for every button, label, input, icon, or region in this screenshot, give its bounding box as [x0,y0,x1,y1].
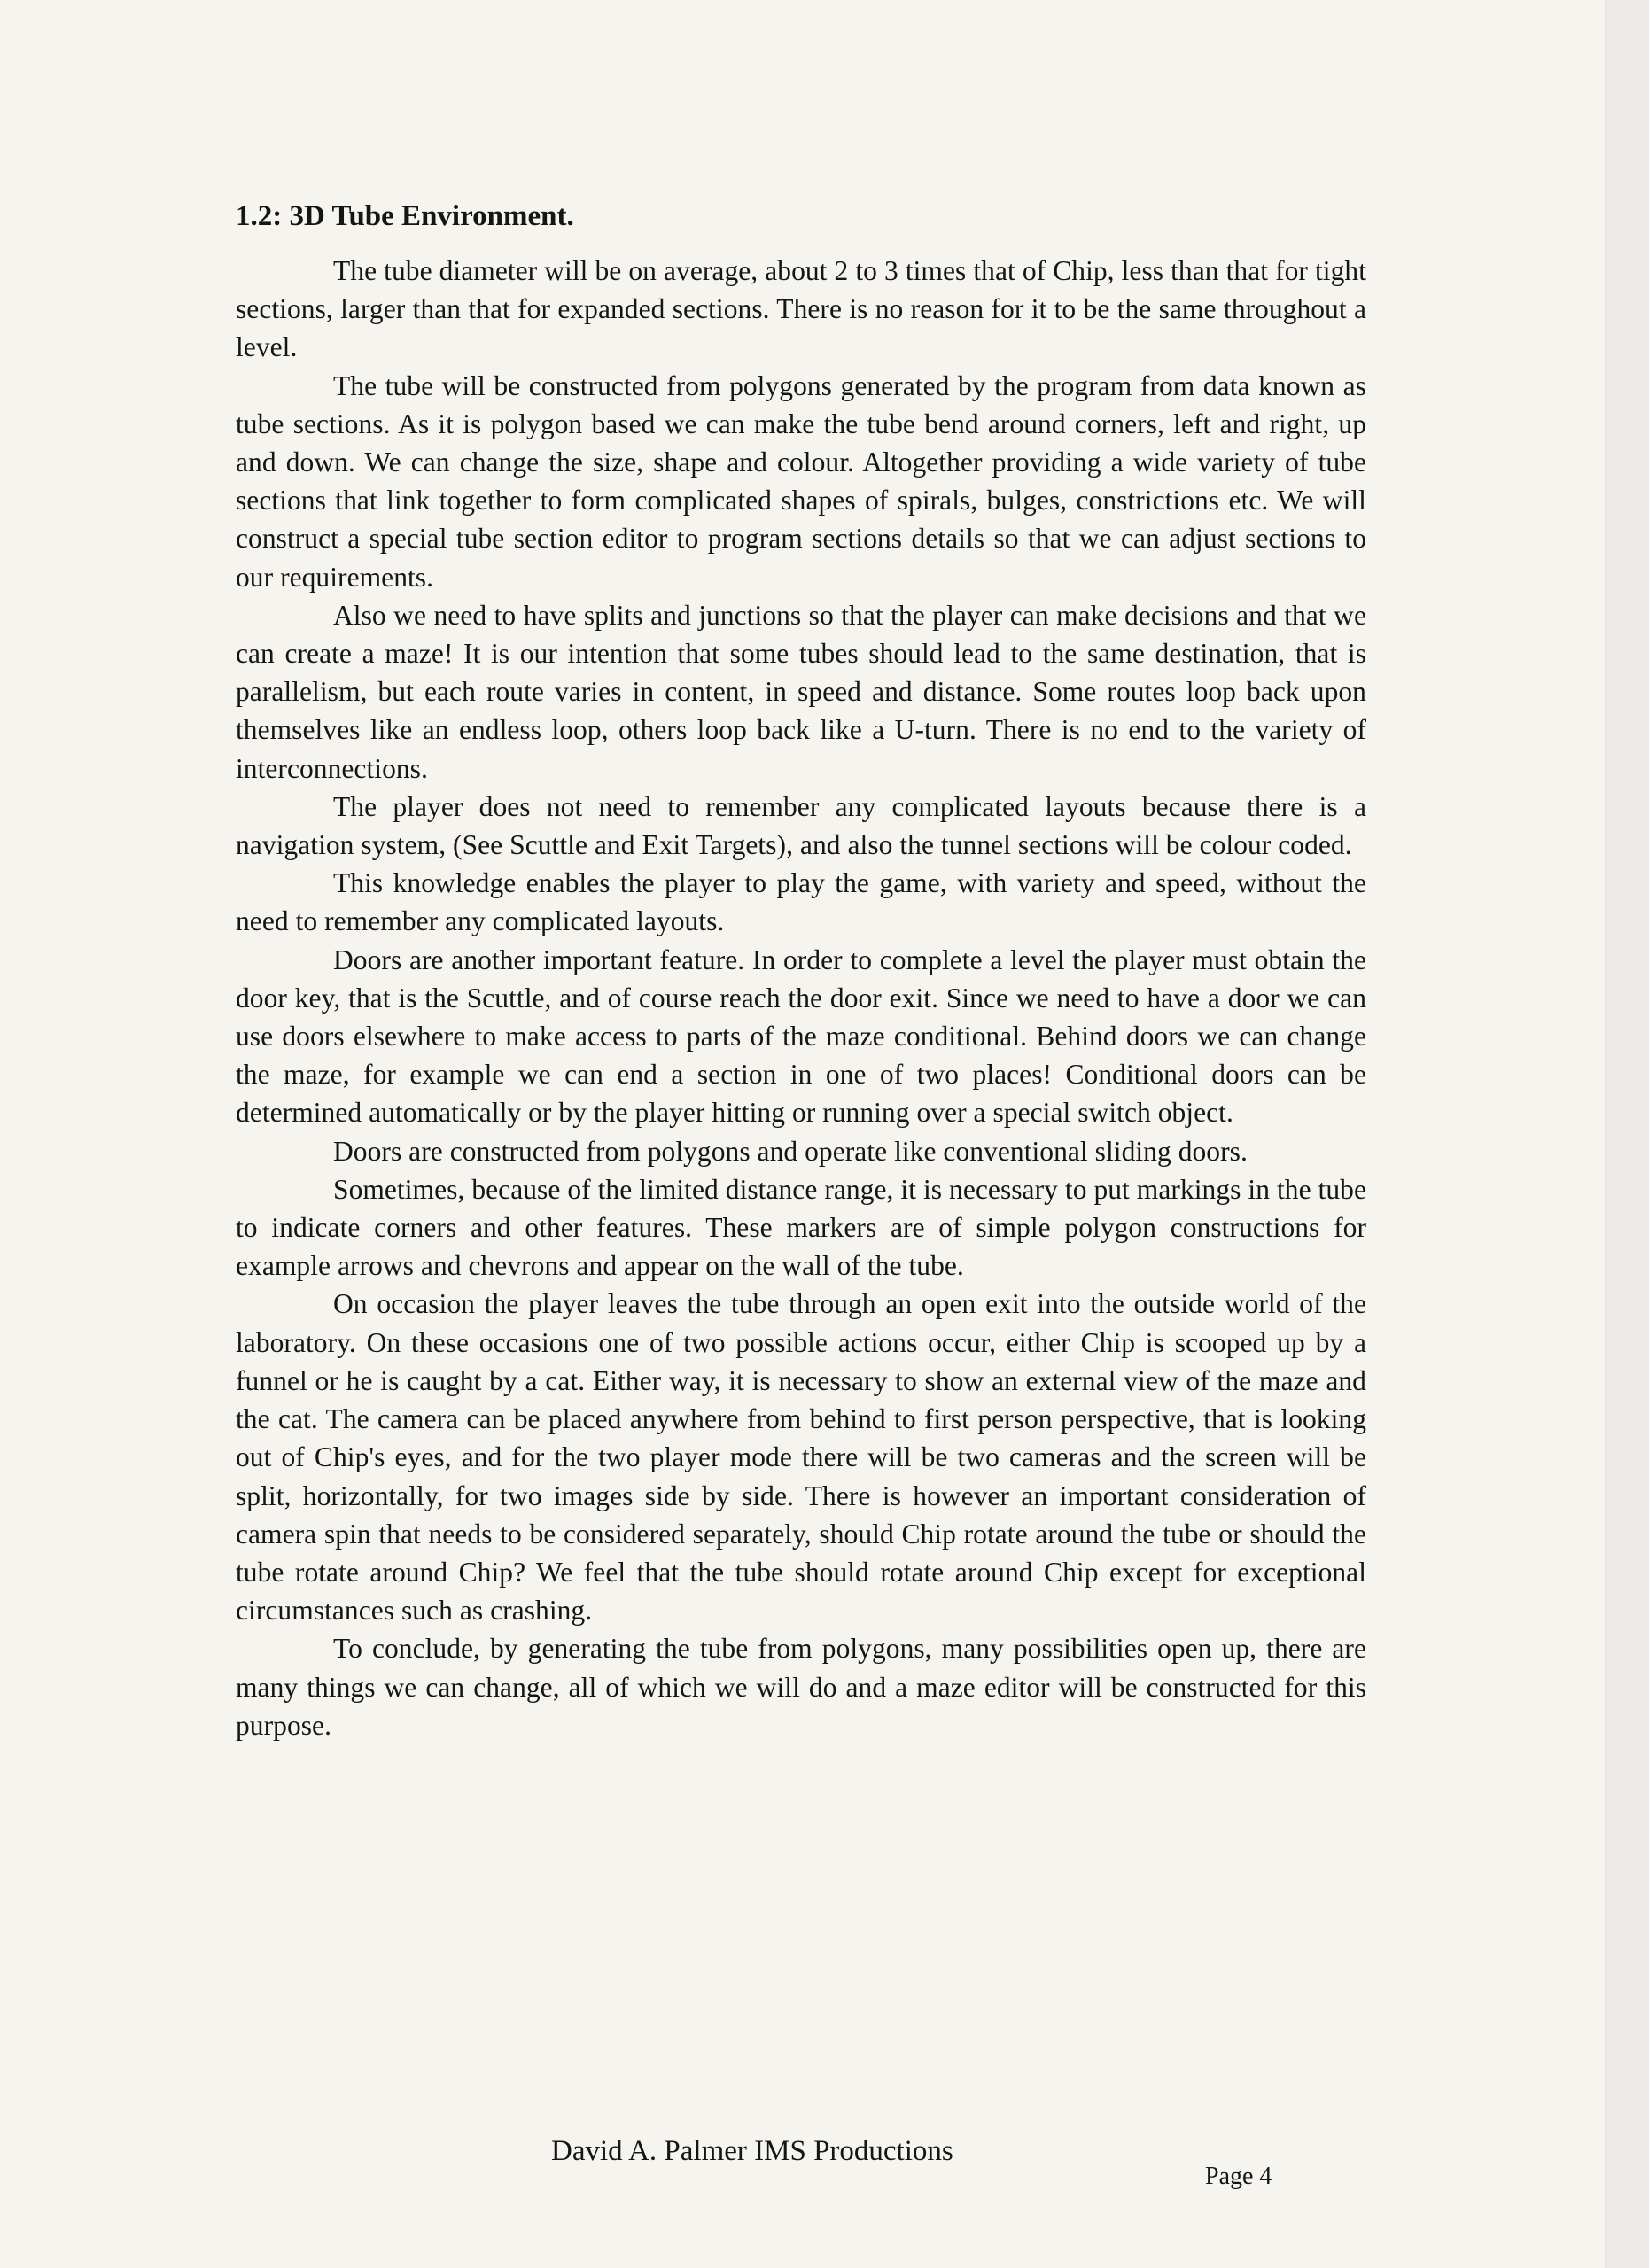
paragraph-splits-junctions: Also we need to have splits and junctions so that the player can make decisions and that we can create a maze! It is our intention that some tubes should lead to the same destination, that is parallelism, but each route varies in content, in speed and distance. Some routes loop back upon themselves like an endless loop, others loop back like a U-turn. There is no end to the variety of interconnections. [236,599,1366,784]
paragraph-tube-diameter: The tube diameter will be on average, about 2 to 3 times that of Chip, less than that for tight sections, larger than that for expanded sections. There is no reason for it to be the same throughout a level. [236,255,1366,363]
footer-author: David A. Palmer IMS Productions [551,2135,953,2167]
paragraph-markings: Sometimes, because of the limited distance range, it is necessary to put markings in the tube to indicate corners and other features. These markers are of simple polygon constructions for example arrows and chevrons and appear on the wall of the tube. [236,1173,1366,1282]
paragraph-tube-construction: The tube will be constructed from polygons generated by the program from data known as tube sections. As it is polygon based we can make the tube bend around corners, left and right, up and down. We can change the size, shape and colour. Altogether providing a wide variety of tube sections that link together to form complicated shapes of spirals, bulges, constrictions etc. We will construct a special tube section editor to program sections details so that we can adjust sections to our requirements. [236,369,1366,593]
page-edge [1605,0,1649,2268]
document-body [236,193,1366,1744]
paragraph-knowledge: This knowledge enables the player to play the game, with variety and speed, without the need to remember any complicated layouts. [236,867,1366,937]
paragraph-door-construction: Doors are constructed from polygons and operate like conventional sliding doors. [333,1135,1248,1167]
page-number: Page 4 [1205,2163,1272,2190]
paragraph-navigation: The player does not need to remember any complicated layouts because there is a navigation system, (See Scuttle and Exit Targets), and also the tunnel sections will be colour coded. [236,790,1366,861]
paragraph-doors: Doors are another important feature. In order to complete a level the player must obtain the door key, that is the Scuttle, and of course reach the door exit. Since we need to have a door we can use doors elsewhere to make access to parts of the maze conditional. Behind doors we can change the maze, for example we can end a section in one of two places! Conditional doors can be determined automatically or by the player hitting or running over a special switch object. [236,944,1366,1129]
paragraph-conclusion: To conclude, by generating the tube from polygons, many possibilities open up, there are many things we can change, all of which we will do and a maze editor will be constructed for this purpose. [236,1633,1366,1741]
section-heading: 1.2: 3D Tube Environment. [236,200,574,232]
paragraph-outside-world: On occasion the player leaves the tube through an open exit into the outside world of the laboratory. On these occasions one of two possible actions occur, either Chip is scooped up by a funnel or he is caught by a cat. Either way, it is necessary to show an external view of the maze and the cat. The camera can be placed anywhere from behind to first person perspective, that is looking out of Chip's eyes, and for the two player mode there will be two cameras and the screen will be split, horizontally, for two images side by side. There is however an important consideration of camera spin that needs to be considered separately, should Chip rotate around the tube or should the tube rotate around Chip? We feel that the tube should rotate around Chip except for exceptional circumstances such as crashing. [236,1288,1366,1627]
